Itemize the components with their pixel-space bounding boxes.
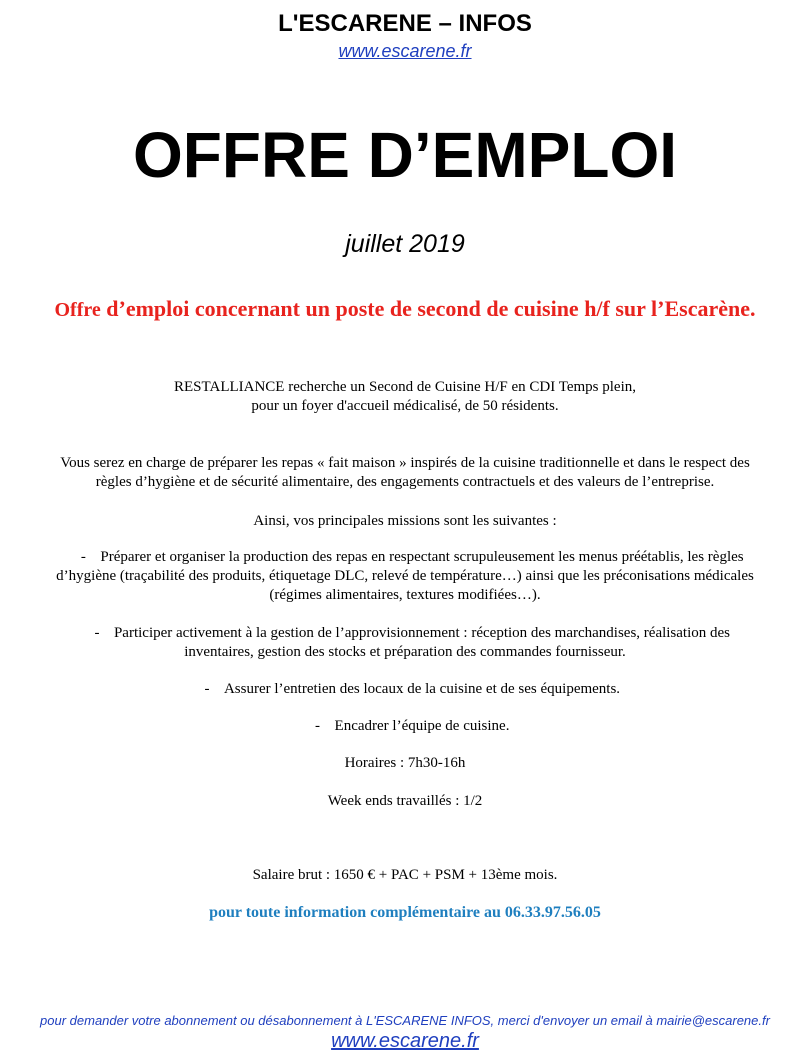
mission-item — [0, 717, 810, 736]
mission-item — [0, 624, 810, 662]
contact-info: pour toute information complémentaire au 06.33.97.56.05 — [209, 904, 601, 921]
working-hours: Horaires : 7h30-16h — [344, 755, 466, 771]
header-website-link[interactable]: www.escarene.fr — [338, 41, 472, 61]
charge-paragraph — [0, 454, 810, 492]
header-website-container — [0, 41, 810, 62]
mission-4-line-1 — [0, 717, 810, 736]
charge-line-2: règles d’hygiène et de sécurité alimentaire, des engagements contractuels et des valeurs de l’entreprise. — [95, 474, 715, 490]
intro-paragraph — [0, 378, 810, 416]
mission-2-line-2: inventaires, gestion des stocks et préparation des commandes fournisseur. — [184, 644, 626, 660]
subscription-note: pour demander votre abonnement ou désabonnement à L'ESCARENE INFOS, merci d'envoyer un email à mairie@escarene.fr — [40, 1013, 770, 1028]
mission-item — [0, 548, 810, 605]
footer-website-container — [0, 1030, 810, 1053]
mission-1-line-1 — [0, 548, 810, 567]
offer-subject-lead: Offre — [54, 299, 101, 321]
intro-line-1: RESTALLIANCE recherche un Second de Cuisine H/F en CDI Temps plein, — [174, 379, 636, 395]
missions-intro: Ainsi, vos principales missions sont les suivantes : — [253, 513, 557, 529]
footer-website-link[interactable]: www.escarene.fr — [331, 1030, 479, 1052]
mission-item — [0, 680, 810, 699]
mission-1-line-2: d’hygiène (traçabilité des produits, étiquetage DLC, relevé de température…) ainsi que les préconisations médicales — [56, 568, 754, 584]
mission-3-text: Assurer l’entretien des locaux de la cuisine et de ses équipements. — [223, 681, 621, 697]
bullet-dash: - — [204, 681, 210, 697]
publication-date: juillet 2019 — [345, 230, 465, 258]
mission-3-line-1 — [0, 680, 810, 699]
mission-2-line-1 — [0, 624, 810, 643]
bullet-dash: - — [80, 549, 86, 565]
mission-4-text: Encadrer l’équipe de cuisine. — [334, 718, 510, 734]
page-title: OFFRE D’EMPLOI — [133, 119, 677, 191]
bullet-dash: - — [315, 718, 321, 734]
offer-subject — [0, 296, 810, 322]
mission-1-line-3: (régimes alimentaires, textures modifiées…). — [269, 587, 541, 603]
mission-1-text: Préparer et organiser la production des repas en respectant scrupuleusement les menus préétablis, les règles — [100, 549, 744, 565]
bullet-dash: - — [94, 625, 100, 641]
weekend-schedule: Week ends travaillés : 1/2 — [327, 793, 483, 809]
charge-line-1: Vous serez en charge de préparer les repas « fait maison » inspirés de la cuisine traditionnelle et dans le respect des — [60, 455, 750, 471]
intro-line-2: pour un foyer d'accueil médicalisé, de 50 résidents. — [251, 398, 559, 414]
offer-subject-rest: d’emploi concernant un poste de second de cuisine h/f sur l’Escarène. — [100, 296, 756, 321]
mission-2-text: Participer activement à la gestion de l’approvisionnement : réception des marchandises, réalisation des — [113, 625, 731, 641]
salary-info: Salaire brut : 1650 € + PAC + PSM + 13ème mois. — [252, 867, 558, 883]
masthead: L'ESCARENE – INFOS — [278, 10, 532, 37]
